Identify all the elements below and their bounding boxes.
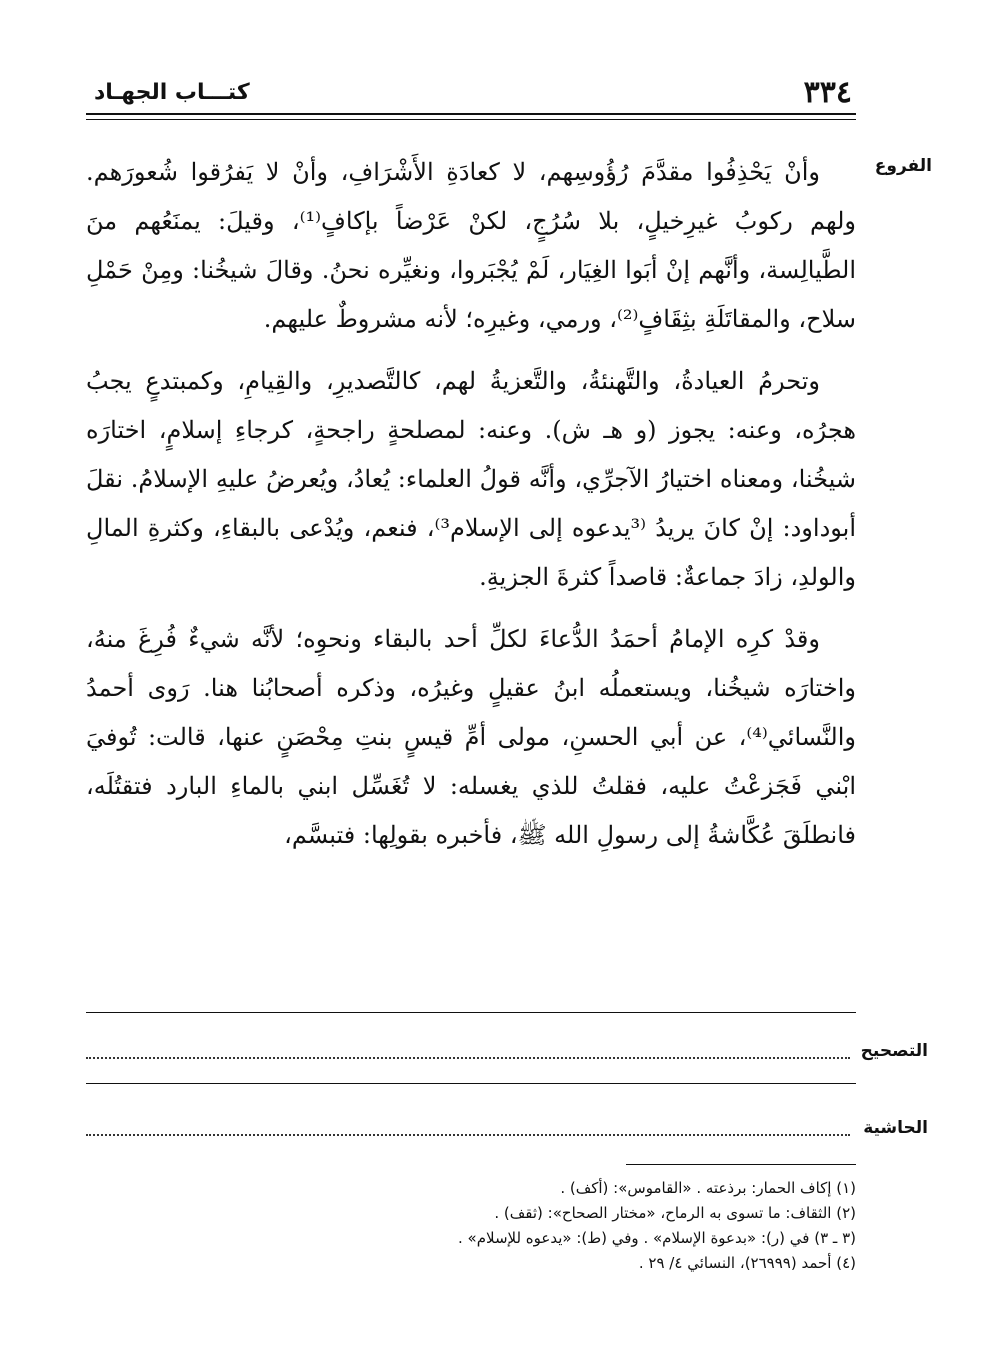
footnote: (٣ ـ ٣) في (ر): «بدعوة الإسلام» . وفي (ط): «يدعوه للإسلام» . <box>458 1229 856 1247</box>
paragraph: وأنْ يَحْذِفُوا مقدَّمَ رُؤُوسِهم، لا كعادَةِ الأَشْرَافِ، وأنْ لا يَفرُقوا شُعورَهم. ولهم ركوبُ غيرِخيلٍ، بلا سُرُجٍ، لكنْ عَرْضاً بإكافٍ⁽¹⁾، وقيلَ: يمنَعُهم منَ الطَّيالِسة، وأنَّهم إنْ أبَوا الغِيَار، لَمْ يُجْبَروا، ونغيِّره نحنُ. وقالَ شيخُنا: ومِنْ حَمْلِ سلاح، والمقاتَلَةِ بثِقَافٍ⁽²⁾، ورمي، وغيرِه؛ لأنه مشروطٌ عليهم. <box>86 158 856 333</box>
body-end-rule <box>86 1012 856 1013</box>
main-text <box>86 148 856 873</box>
footnotes <box>86 1176 856 1276</box>
section-label: الفروع <box>874 156 932 176</box>
footnote-rule <box>626 1164 856 1165</box>
page-header <box>86 72 856 112</box>
paragraph: وقدْ كرِه الإمامُ أحمَدُ الدُّعاءَ لكلِّ أحد بالبقاء ونحوِه؛ لأنَّه شيءٌ فُرِغَ منهُ، واختارَه شيخُنا، ويستعملُه ابنُ عقيلٍ وغيرُه، وذكره أصحابُنا هنا. رَوى أحمدُ والنَّسائي⁽⁴⁾، عن أبي الحسنِ، مولى أمِّ قيسٍ بنتِ مِحْصَنٍ عنها، قالت: تُوفيَ ابْني فَجَزعْتُ عليه، فقلتُ للذي يغسله: لا تُغَسِّل ابني بالماءِ البارد فتقتُلَه، فانطلَقَ عُكَّاشةُ إلى رسولِ الله ﷺ، فأخبره بقولِها: فتبسَّم، <box>86 625 856 849</box>
margin-note-label: الحاشية <box>863 1118 928 1138</box>
correction-label: التصحيح <box>860 1041 928 1061</box>
dotted-line <box>86 1057 850 1059</box>
page-number: ٣٣٤ <box>803 75 852 110</box>
correction-field <box>86 1041 928 1069</box>
footnote: (١) إكاف الحمار: برذعته . «القاموس»: (أكف) . <box>560 1179 856 1197</box>
footnote: (٢) الثقاف: ما تسوى به الرماح، «مختار الصحاح»: (ثقف) . <box>494 1204 856 1222</box>
paragraph: وتحرمُ العيادةُ، والتَّهنئةُ، والتَّعزيةُ لهم، كالتَّصديرِ، والقِيامِ، وكمبتدعٍ يجبُ هجرُه، وعنه: يجوز (و هـ ش). وعنه: لمصلحةٍ راجحةٍ، كرجاءِ إسلامٍ، اختارَه شيخُنا، ومعناه اختيارُ الآجرِّي، وأنَّه قولُ العلماء: يُعادُ، ويُعرضُ عليهِ الإسلامُ. نقلَ أبوداود: إنْ كانَ يريدُ ⁽³يدعوه إلى الإسلام³⁾، فنعم، ويُدْعى بالبقاءِ، وكثرةِ المالِ والولدِ، زادَ جماعةٌ: قاصداً كثرةَ الجزيةِ. <box>86 367 857 591</box>
header-rule <box>86 113 856 115</box>
dotted-line <box>86 1134 850 1136</box>
header-rule-secondary <box>86 119 856 120</box>
margin-note-field <box>86 1118 928 1146</box>
footnote: (٤) أحمد (٢٦٩٩٩)، النسائي ٤/ ٢٩ . <box>638 1254 856 1272</box>
running-head: كتـــاب الجهـاد <box>94 80 250 105</box>
field-separator-rule <box>86 1083 856 1084</box>
